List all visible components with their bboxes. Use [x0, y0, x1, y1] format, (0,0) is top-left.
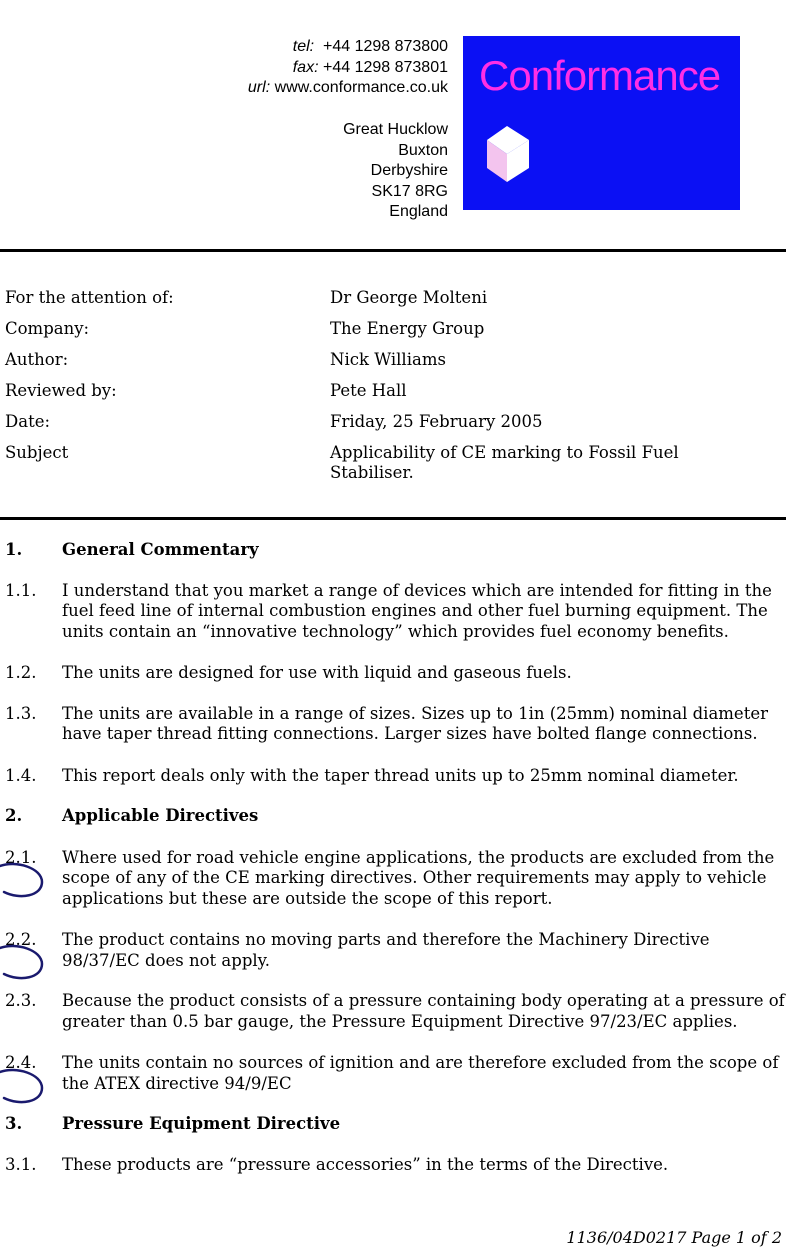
website-link[interactable]: www.conformance.co.uk — [274, 79, 448, 96]
paragraph: 2.4. The units contain no sources of ignition and are therefore excluded from the scope of the ATEX directive 94/9/EC — [5, 1053, 779, 1093]
paragraph: 1.3. The units are available in a range of sizes. Sizes up to 1in (25mm) nominal diameter have taper thread fitting connections. Larger sizes have bolted flange connections. — [5, 703, 768, 743]
paragraph: 1.1. I understand that you market a range of devices which are intended for fitting in the fuel feed line of internal combustion engines and other fuel burning equipment. The units contain an “innovative technology” which provides fuel economy benefits. — [5, 580, 772, 641]
contact-block — [248, 37, 448, 99]
handwritten-circle-mark — [0, 1068, 48, 1106]
memo-details — [5, 288, 785, 482]
tel-line: tel: +44 1298 873800 — [292, 38, 448, 55]
url-line: url: www.conformance.co.uk — [247, 79, 448, 96]
address-block — [343, 120, 448, 223]
fax-line: fax: +44 1298 873801 — [292, 58, 448, 76]
section-heading: 3. Pressure Equipment Directive — [5, 1114, 341, 1133]
section-heading: 2. Applicable Directives — [5, 806, 259, 825]
meta-row: Company: The Energy Group — [5, 319, 485, 338]
address-line: Great Hucklow — [343, 121, 448, 138]
address-line: England — [389, 203, 448, 220]
paragraph: 2.3. Because the product consists of a pressure containing body operating at a pressure of greater than 0.5 bar gauge, the Pressure Equipment Directive 97/23/EC applies. — [5, 991, 785, 1031]
meta-row: Reviewed by: Pete Hall — [5, 381, 407, 400]
document-body — [5, 540, 785, 1175]
address-line: SK17 8RG — [371, 182, 448, 200]
address-line: Buxton — [398, 141, 448, 159]
meta-divider — [0, 517, 786, 520]
address-line: Derbyshire — [370, 162, 448, 179]
meta-row: Date: Friday, 25 February 2005 — [5, 412, 543, 431]
section-heading: 1. General Commentary — [5, 540, 259, 559]
company-logo — [463, 36, 740, 210]
handwritten-circle-mark — [0, 862, 48, 900]
meta-row: Author: Nick Williams — [5, 350, 446, 369]
header-divider — [0, 249, 786, 252]
paragraph: 3.1. These products are “pressure accessories” in the terms of the Directive. — [5, 1154, 669, 1174]
handwritten-circle-mark — [0, 944, 48, 982]
paragraph: 1.4. This report deals only with the taper thread units up to 25mm nominal diameter. — [5, 765, 739, 785]
paragraph: 2.2. The product contains no moving parts and therefore the Machinery Directive 98/37/EC does not apply. — [5, 930, 710, 970]
page-footer: 1136/04D0217 Page 1 of 2 — [566, 1228, 782, 1247]
meta-row: For the attention of: Dr George Molteni — [5, 288, 488, 307]
cube-icon — [485, 124, 531, 186]
meta-row: Subject Applicability of CE marking to Fossil Fuel Stabiliser. — [5, 443, 679, 482]
paragraph: 2.1. Where used for road vehicle engine applications, the products are excluded from the scope of any of the CE marking directives. Other requirements may apply to vehicle applications but these are outside the scope of this report. — [5, 847, 775, 908]
logo-text: Conformance — [479, 52, 721, 99]
paragraph: 1.2. The units are designed for use with liquid and gaseous fuels. — [5, 663, 572, 682]
